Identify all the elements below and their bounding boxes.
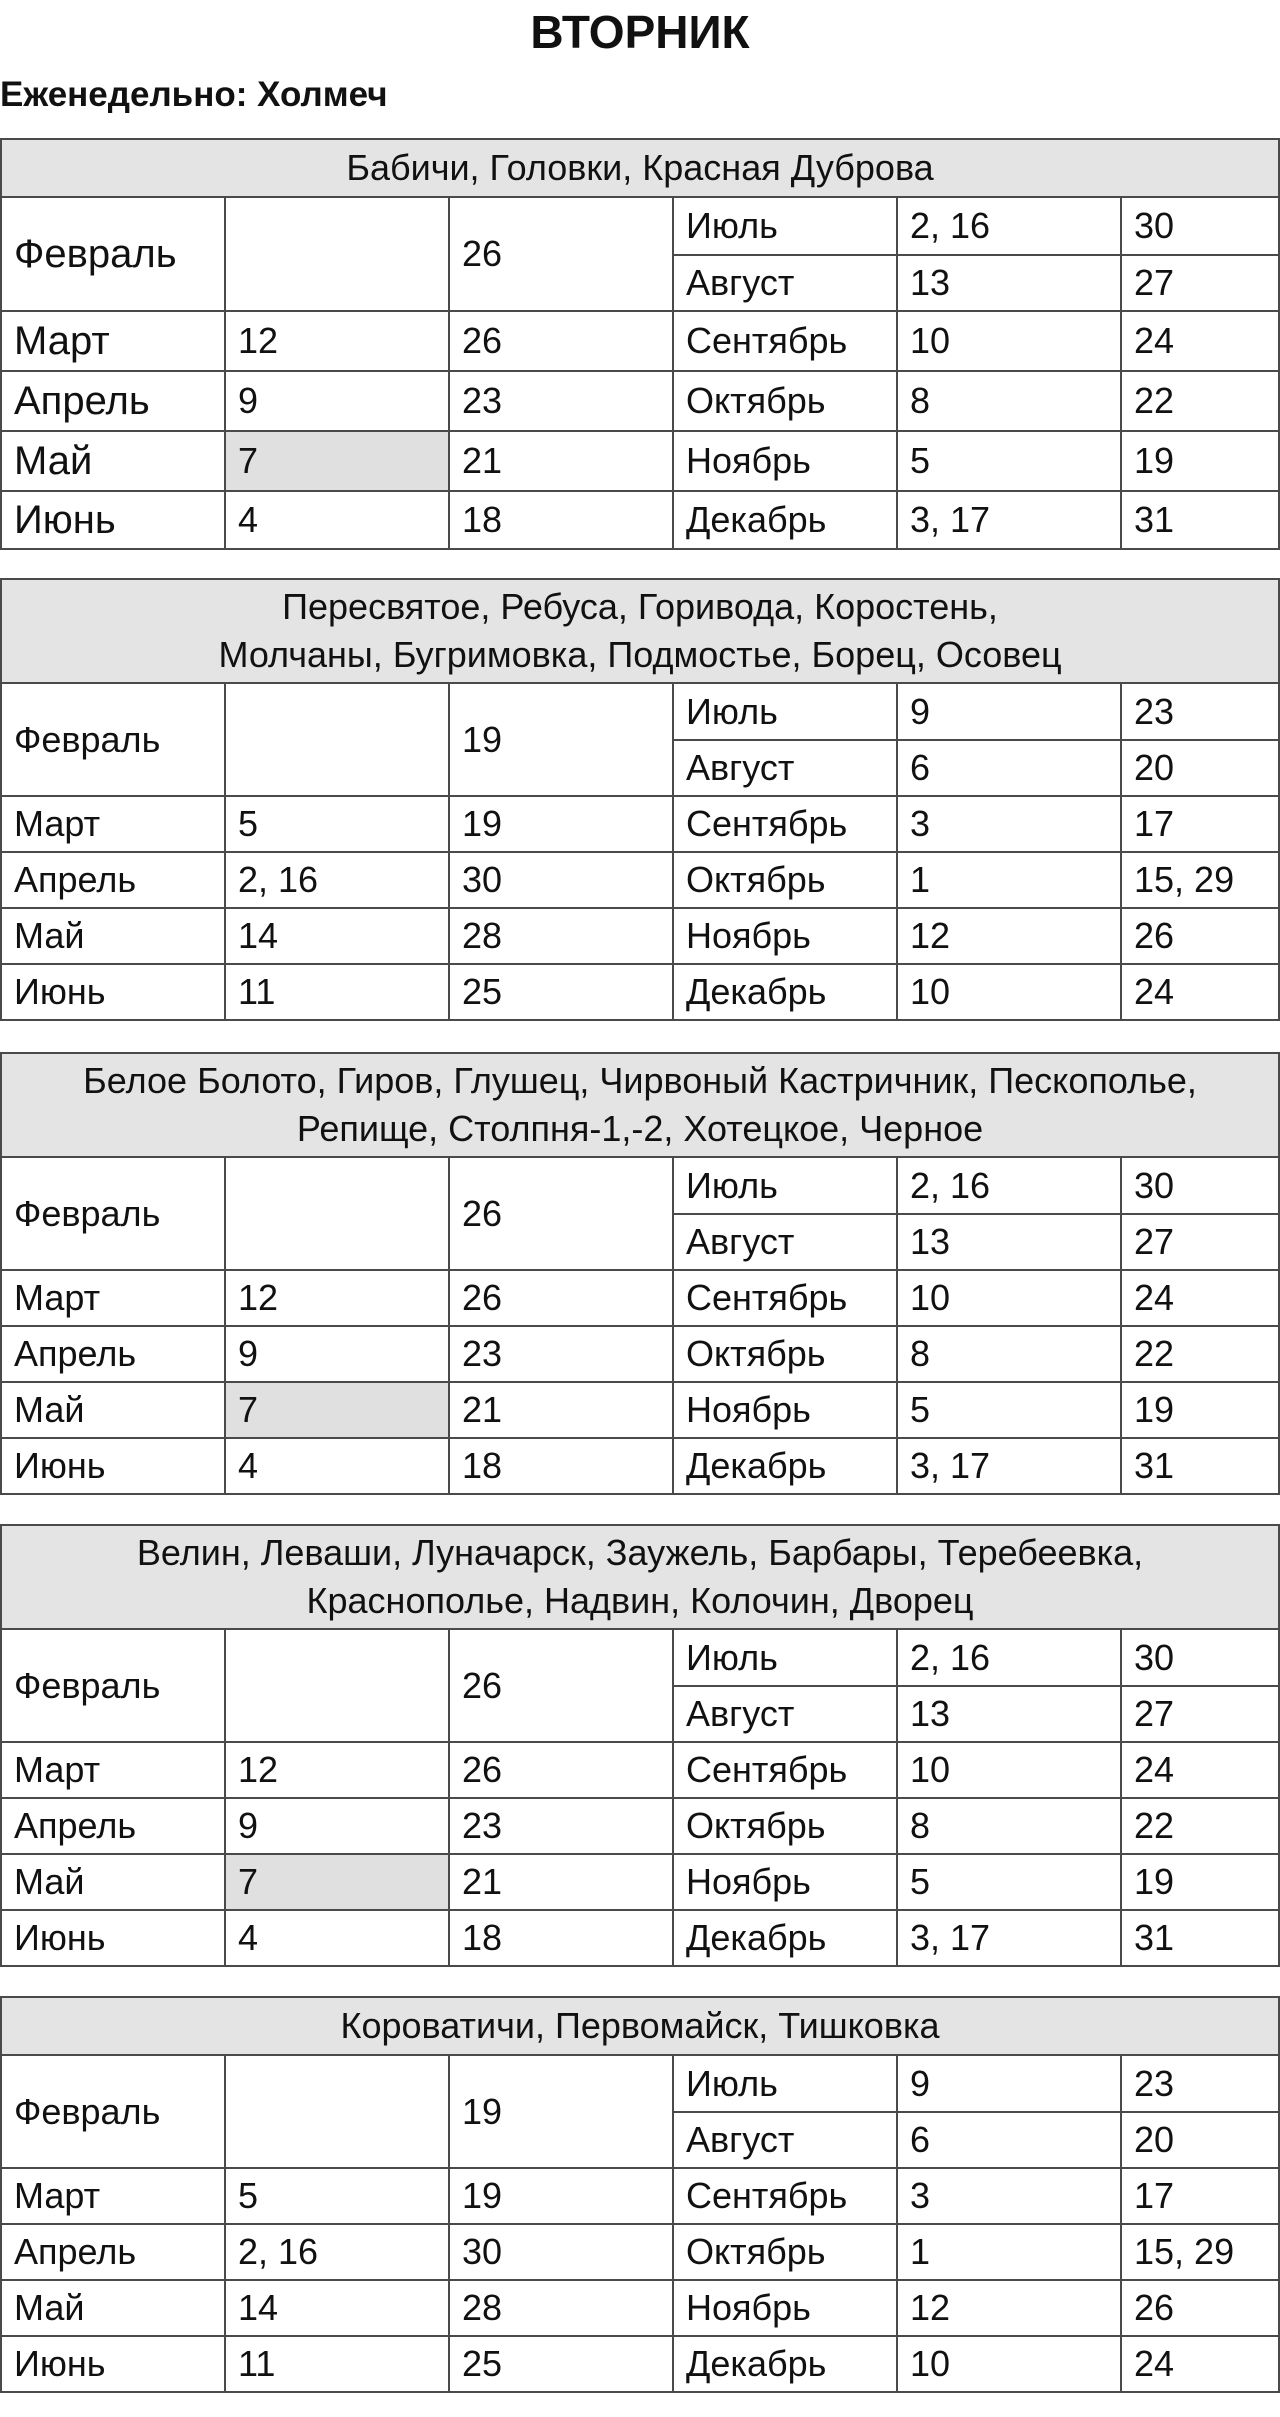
right-month: Июль	[673, 1629, 897, 1686]
schedule-table-1	[0, 138, 1280, 550]
left-month: Февраль	[1, 1157, 225, 1270]
villages-header-line: Репище, Столпня-1,-2, Хотецкое, Черное	[296, 1108, 984, 1149]
right-date-2: 15, 29	[1121, 852, 1279, 908]
right-date-1: 10	[897, 1742, 1121, 1798]
table-row	[1, 964, 1279, 1020]
left-date-2: 21	[449, 431, 673, 491]
left-date-2: 30	[449, 852, 673, 908]
table-row	[1, 908, 1279, 964]
table-row	[1, 683, 1279, 740]
left-date-1: 12	[225, 1270, 449, 1326]
right-date-2: 17	[1121, 796, 1279, 852]
left-date-2: 18	[449, 1910, 673, 1966]
left-month: Февраль	[1, 1629, 225, 1742]
right-date-1: 2, 16	[897, 1157, 1121, 1214]
right-date-1: 10	[897, 1270, 1121, 1326]
left-date-1: 5	[225, 796, 449, 852]
right-month: Сентябрь	[673, 311, 897, 371]
left-date-1: 9	[225, 371, 449, 431]
left-date-2: 23	[449, 1798, 673, 1854]
left-date-2: 21	[449, 1854, 673, 1910]
right-date-2: 26	[1121, 908, 1279, 964]
table-header-row	[1, 1053, 1279, 1157]
table-row	[1, 2055, 1279, 2112]
right-month: Октябрь	[673, 2224, 897, 2280]
left-date-2: 19	[449, 2168, 673, 2224]
right-month: Сентябрь	[673, 796, 897, 852]
left-date-2: 23	[449, 1326, 673, 1382]
left-month: Апрель	[1, 2224, 225, 2280]
villages-header	[1, 1053, 1279, 1157]
right-month: Сентябрь	[673, 2168, 897, 2224]
right-month: Декабрь	[673, 2336, 897, 2392]
right-month: Декабрь	[673, 491, 897, 549]
right-date-1: 8	[897, 1326, 1121, 1382]
left-date-1: 14	[225, 908, 449, 964]
right-month: Ноябрь	[673, 431, 897, 491]
left-month: Июнь	[1, 964, 225, 1020]
left-date-2: 21	[449, 1382, 673, 1438]
villages-header	[1, 1997, 1279, 2055]
left-month: Июнь	[1, 2336, 225, 2392]
left-date-2: 26	[449, 1157, 673, 1270]
villages-header-line: Белое Болото, Гиров, Глушец, Чирвоный Кастричник, Пескополье,	[83, 1060, 1197, 1101]
left-month: Апрель	[1, 852, 225, 908]
table-row	[1, 431, 1279, 491]
left-month: Май	[1, 1854, 225, 1910]
table-row	[1, 371, 1279, 431]
villages-header-line: Короватичи, Первомайск, Тишковка	[340, 2005, 940, 2046]
right-date-1: 10	[897, 311, 1121, 371]
left-month: Май	[1, 908, 225, 964]
right-date-2: 23	[1121, 683, 1279, 740]
left-month: Март	[1, 796, 225, 852]
right-month: Сентябрь	[673, 1742, 897, 1798]
right-date-2: 27	[1121, 255, 1279, 311]
right-date-1: 9	[897, 2055, 1121, 2112]
left-date-2: 19	[449, 683, 673, 796]
left-date-2: 19	[449, 2055, 673, 2168]
right-month: Июль	[673, 197, 897, 255]
left-month: Май	[1, 1382, 225, 1438]
left-date-2: 18	[449, 491, 673, 549]
table-row	[1, 311, 1279, 371]
left-date-2: 18	[449, 1438, 673, 1494]
right-date-1: 8	[897, 371, 1121, 431]
right-month: Октябрь	[673, 1326, 897, 1382]
left-date-1: 11	[225, 2336, 449, 2392]
table-row	[1, 1270, 1279, 1326]
right-date-1: 1	[897, 852, 1121, 908]
right-month: Август	[673, 1214, 897, 1270]
left-date-2: 19	[449, 796, 673, 852]
right-date-1: 6	[897, 740, 1121, 796]
left-month: Февраль	[1, 2055, 225, 2168]
right-date-1: 1	[897, 2224, 1121, 2280]
left-date-2: 28	[449, 2280, 673, 2336]
villages-header	[1, 579, 1279, 683]
table-row	[1, 1438, 1279, 1494]
left-month: Март	[1, 1742, 225, 1798]
left-date-2: 26	[449, 311, 673, 371]
left-date-1: 2, 16	[225, 2224, 449, 2280]
right-month: Август	[673, 740, 897, 796]
right-date-1: 12	[897, 908, 1121, 964]
left-date-1: 7	[225, 1382, 449, 1438]
right-date-1: 3	[897, 2168, 1121, 2224]
left-date-2: 25	[449, 2336, 673, 2392]
right-date-1: 3, 17	[897, 1438, 1121, 1494]
right-month: Декабрь	[673, 964, 897, 1020]
left-date-1	[225, 683, 449, 796]
table-row	[1, 491, 1279, 549]
table-row	[1, 1854, 1279, 1910]
right-month: Декабрь	[673, 1910, 897, 1966]
left-month: Февраль	[1, 683, 225, 796]
left-month: Июнь	[1, 491, 225, 549]
left-date-1	[225, 2055, 449, 2168]
right-date-2: 27	[1121, 1686, 1279, 1742]
right-date-2: 24	[1121, 964, 1279, 1020]
table-row	[1, 2336, 1279, 2392]
right-date-2: 24	[1121, 1742, 1279, 1798]
left-month: Май	[1, 2280, 225, 2336]
right-month: Август	[673, 2112, 897, 2168]
right-date-2: 24	[1121, 2336, 1279, 2392]
right-date-2: 24	[1121, 311, 1279, 371]
right-date-1: 6	[897, 2112, 1121, 2168]
left-month: Март	[1, 2168, 225, 2224]
right-month: Декабрь	[673, 1438, 897, 1494]
villages-header-line: Пересвятое, Ребуса, Горивода, Коростень,	[282, 586, 998, 627]
villages-header-line: Велин, Леваши, Луначарск, Заужель, Барбары, Теребеевка,	[136, 1532, 1144, 1573]
right-month: Июль	[673, 1157, 897, 1214]
right-date-2: 22	[1121, 371, 1279, 431]
table-row	[1, 2280, 1279, 2336]
right-date-1: 10	[897, 964, 1121, 1020]
right-date-1: 8	[897, 1798, 1121, 1854]
left-date-2: 23	[449, 371, 673, 431]
left-date-2: 26	[449, 197, 673, 311]
table-row	[1, 1326, 1279, 1382]
right-date-2: 17	[1121, 2168, 1279, 2224]
table-row	[1, 1157, 1279, 1214]
right-date-1: 12	[897, 2280, 1121, 2336]
right-date-1: 9	[897, 683, 1121, 740]
left-date-1: 12	[225, 311, 449, 371]
right-date-2: 27	[1121, 1214, 1279, 1270]
villages-header	[1, 139, 1279, 197]
right-date-2: 23	[1121, 2055, 1279, 2112]
left-month: Май	[1, 431, 225, 491]
right-date-1: 2, 16	[897, 1629, 1121, 1686]
right-date-1: 5	[897, 431, 1121, 491]
left-date-2: 25	[449, 964, 673, 1020]
left-date-1: 9	[225, 1326, 449, 1382]
left-date-1: 4	[225, 491, 449, 549]
right-month: Октябрь	[673, 852, 897, 908]
left-date-1: 5	[225, 2168, 449, 2224]
left-date-2: 26	[449, 1629, 673, 1742]
left-month: Март	[1, 1270, 225, 1326]
left-month: Апрель	[1, 371, 225, 431]
right-month: Ноябрь	[673, 908, 897, 964]
right-date-2: 20	[1121, 740, 1279, 796]
left-date-1: 7	[225, 431, 449, 491]
right-date-2: 19	[1121, 431, 1279, 491]
right-month: Август	[673, 255, 897, 311]
left-month: Февраль	[1, 197, 225, 311]
right-date-2: 24	[1121, 1270, 1279, 1326]
right-date-1: 3, 17	[897, 491, 1121, 549]
right-date-2: 22	[1121, 1798, 1279, 1854]
left-date-1	[225, 1157, 449, 1270]
right-date-2: 31	[1121, 491, 1279, 549]
right-date-1: 13	[897, 255, 1121, 311]
schedule-table-4	[0, 1524, 1280, 1967]
right-date-2: 19	[1121, 1854, 1279, 1910]
right-date-1: 10	[897, 2336, 1121, 2392]
schedule-table-2	[0, 578, 1280, 1021]
right-date-2: 19	[1121, 1382, 1279, 1438]
table-row	[1, 1382, 1279, 1438]
right-date-2: 30	[1121, 1629, 1279, 1686]
page-title: ВТОРНИК	[530, 6, 750, 58]
left-month: Апрель	[1, 1798, 225, 1854]
villages-header-line: Молчаны, Бугримовка, Подмостье, Борец, Осовец	[218, 634, 1062, 675]
table-row	[1, 852, 1279, 908]
left-date-1: 9	[225, 1798, 449, 1854]
right-month: Ноябрь	[673, 1854, 897, 1910]
left-date-2: 30	[449, 2224, 673, 2280]
right-month: Июль	[673, 683, 897, 740]
table-row	[1, 1798, 1279, 1854]
right-date-2: 20	[1121, 2112, 1279, 2168]
left-month: Июнь	[1, 1910, 225, 1966]
table-row	[1, 2224, 1279, 2280]
left-date-2: 26	[449, 1270, 673, 1326]
right-month: Август	[673, 1686, 897, 1742]
left-date-1: 11	[225, 964, 449, 1020]
table-row	[1, 796, 1279, 852]
table-row	[1, 2168, 1279, 2224]
right-month: Ноябрь	[673, 2280, 897, 2336]
villages-header-line: Бабичи, Головки, Красная Дуброва	[346, 147, 934, 188]
left-month: Июнь	[1, 1438, 225, 1494]
villages-header	[1, 1525, 1279, 1629]
right-date-2: 15, 29	[1121, 2224, 1279, 2280]
right-date-2: 31	[1121, 1438, 1279, 1494]
left-date-1: 2, 16	[225, 852, 449, 908]
villages-header-line: Краснополье, Надвин, Колочин, Дворец	[306, 1580, 974, 1621]
left-date-1: 4	[225, 1910, 449, 1966]
right-month: Октябрь	[673, 1798, 897, 1854]
left-month: Апрель	[1, 1326, 225, 1382]
page-subtitle: Еженедельно: Холмеч	[0, 75, 388, 114]
right-date-2: 31	[1121, 1910, 1279, 1966]
right-month: Октябрь	[673, 371, 897, 431]
table-row	[1, 1910, 1279, 1966]
table-header-row	[1, 1525, 1279, 1629]
right-month: Ноябрь	[673, 1382, 897, 1438]
table-row	[1, 1629, 1279, 1686]
left-date-1: 14	[225, 2280, 449, 2336]
table-header-row	[1, 579, 1279, 683]
schedule-table-3	[0, 1052, 1280, 1495]
right-date-1: 5	[897, 1382, 1121, 1438]
right-date-1: 13	[897, 1214, 1121, 1270]
left-date-1	[225, 1629, 449, 1742]
table-header-row	[1, 139, 1279, 197]
table-row	[1, 197, 1279, 255]
left-month: Март	[1, 311, 225, 371]
right-date-2: 30	[1121, 1157, 1279, 1214]
left-date-1: 4	[225, 1438, 449, 1494]
right-date-2: 26	[1121, 2280, 1279, 2336]
table-row	[1, 1742, 1279, 1798]
right-date-2: 22	[1121, 1326, 1279, 1382]
right-date-1: 3, 17	[897, 1910, 1121, 1966]
left-date-2: 26	[449, 1742, 673, 1798]
right-date-2: 30	[1121, 197, 1279, 255]
left-date-1	[225, 197, 449, 311]
table-header-row	[1, 1997, 1279, 2055]
left-date-1: 12	[225, 1742, 449, 1798]
left-date-1: 7	[225, 1854, 449, 1910]
schedule-table-5	[0, 1996, 1280, 2393]
right-date-1: 2, 16	[897, 197, 1121, 255]
right-date-1: 5	[897, 1854, 1121, 1910]
left-date-2: 28	[449, 908, 673, 964]
right-month: Июль	[673, 2055, 897, 2112]
right-month: Сентябрь	[673, 1270, 897, 1326]
right-date-1: 13	[897, 1686, 1121, 1742]
right-date-1: 3	[897, 796, 1121, 852]
